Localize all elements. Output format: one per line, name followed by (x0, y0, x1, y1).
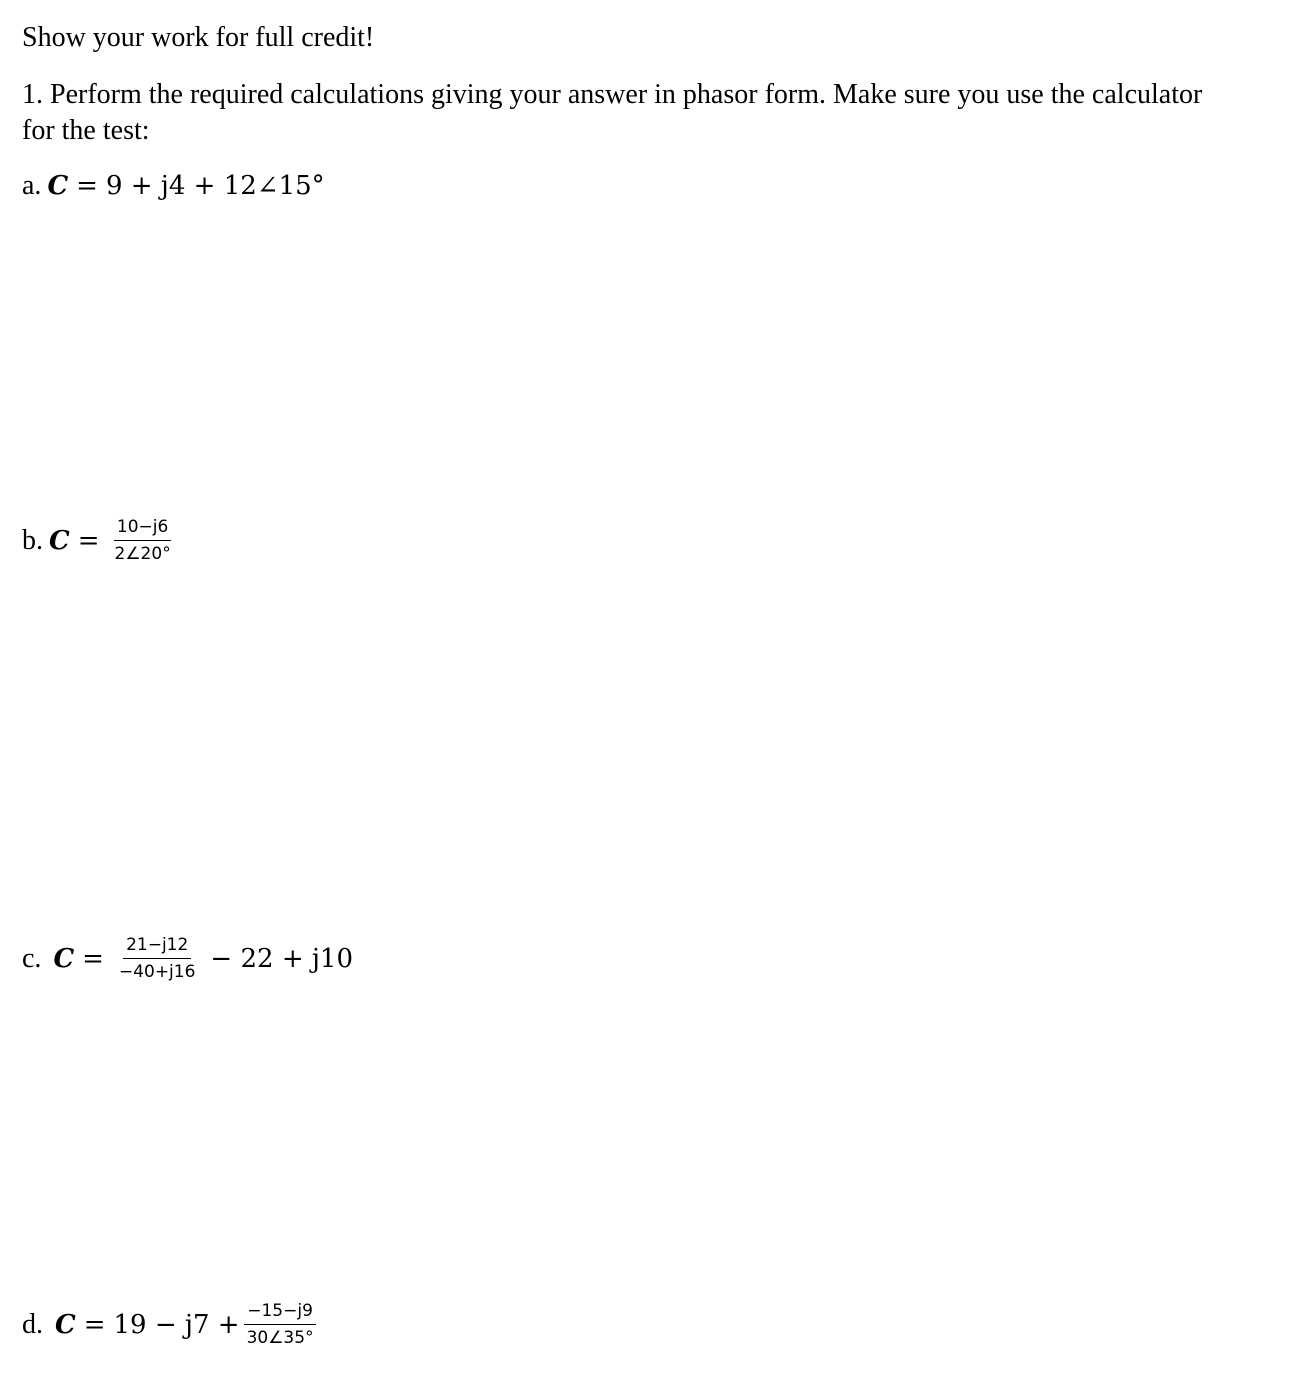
part-b-numerator: 10−j6 (114, 516, 171, 541)
part-b (22, 516, 178, 565)
question-text-line-1: 1. Perform the required calculations giving your answer in phasor form. Make sure you use the calculator (22, 79, 1203, 110)
part-b-variable: C (49, 525, 70, 556)
part-c-numerator: 21−j12 (123, 934, 191, 959)
part-d-numerator: −15−j9 (244, 1300, 316, 1325)
part-d-fraction (244, 1300, 317, 1349)
part-d-lead-expression: 19 − j7 + (113, 1309, 240, 1340)
part-c-label: c. (22, 942, 42, 974)
part-c-fraction (116, 934, 198, 983)
part-a-expression: 9 + j4 + 12∠15° (105, 171, 325, 201)
part-b-fraction (112, 516, 174, 565)
part-c-equals: = (82, 943, 104, 974)
part-a-equals: = (76, 171, 98, 201)
part-a (22, 170, 325, 202)
part-d (22, 1300, 321, 1349)
part-a-label: a. (22, 170, 42, 201)
part-d-label: d. (22, 1308, 43, 1340)
part-d-variable: C (55, 1309, 76, 1340)
part-c-tail-expression: − 22 + j10 (210, 943, 354, 974)
part-b-equals: = (77, 525, 100, 556)
part-c-variable: C (53, 943, 75, 974)
part-b-denominator: 2∠20° (114, 544, 171, 564)
part-c-denominator: −40+j16 (118, 962, 196, 982)
part-a-variable: C (47, 171, 69, 201)
part-d-denominator: 30∠35° (246, 1328, 314, 1348)
part-b-label: b. (22, 524, 43, 556)
part-c (22, 934, 353, 983)
question-text-line-2: for the test: (22, 115, 150, 146)
instruction-header: Show your work for full credit! (22, 22, 375, 53)
part-d-equals: = (83, 1309, 106, 1340)
